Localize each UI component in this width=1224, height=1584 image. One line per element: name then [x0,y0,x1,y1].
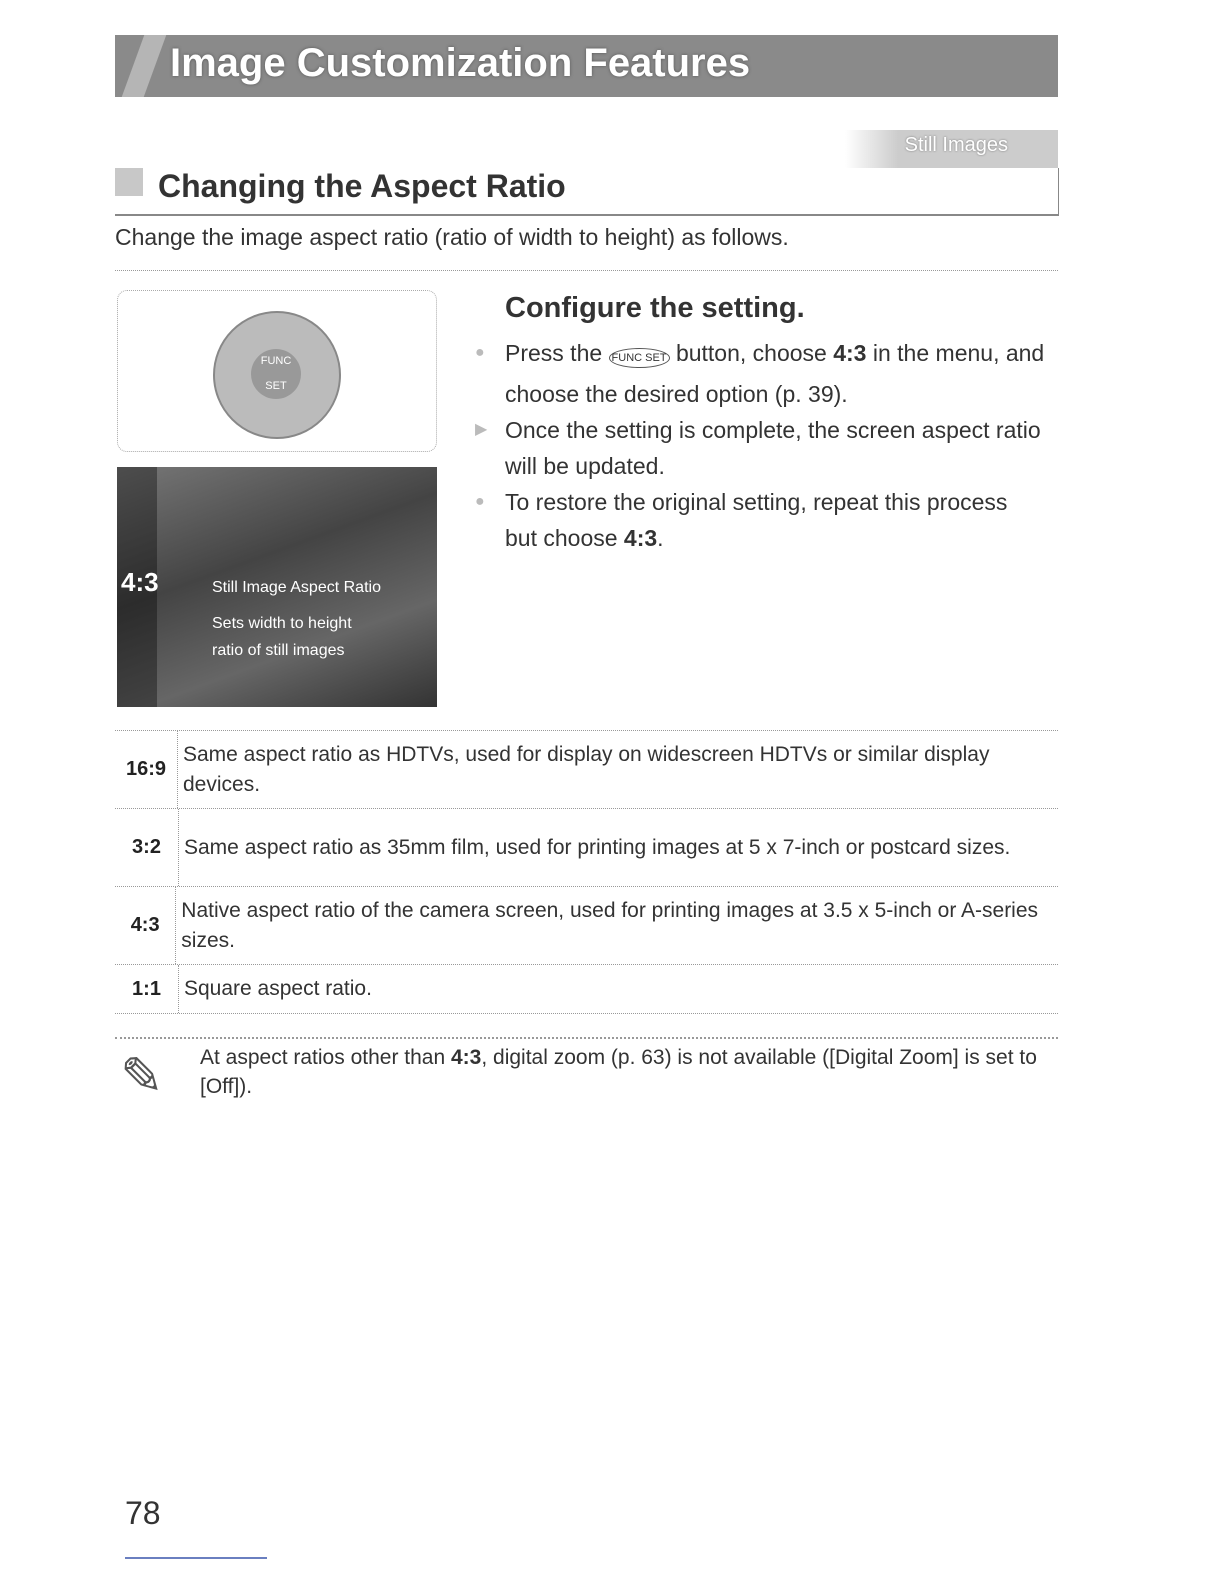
camera-screen-image [117,467,437,707]
screen-ratio: 4:3 [121,567,159,597]
table-row: 4:3 Native aspect ratio of the camera screen, used for printing images at 3.5 x 5-inch or A-series sizes. [115,887,1058,965]
section-title: Changing the Aspect Ratio [158,168,566,204]
func-set-icon: FUNC SET [609,348,670,368]
divider [115,270,1058,271]
step-instructions [475,292,1045,556]
chapter-title: Image Customization Features [170,41,751,85]
control-dial-illustration [117,290,437,452]
bullet-3: ● To restore the original setting, repeat this process but choose 4:3. [475,489,1008,551]
table-row: 3:2 Same aspect ratio as 35mm film, used for printing images at 5 x 7-inch or postcard sizes. [115,809,1058,887]
table-row: 1:1 Square aspect ratio. [115,965,1058,1014]
page-number: 78 [125,1495,161,1531]
chapter-title-bar [115,35,1058,97]
page-underline [125,1557,267,1559]
screen-desc-2: ratio of still images [212,642,345,659]
intro-text: Change the image aspect ratio (ratio of width to height) as follows. [115,224,789,250]
note: ✎ At aspect ratios other than 4:3, digital zoom (p. 63) is not available ([Digital Zoom] is set to [Off]). [115,1037,1058,1101]
table-row: 16:9 Same aspect ratio as HDTVs, used for display on widescreen HDTVs or similar display devices. [115,731,1058,809]
bullet-2: ▶ Once the setting is complete, the screen aspect ratio will be updated. [475,417,1041,479]
func-set-button-icon: FUNC SET [251,349,301,399]
screen-desc-1: Sets width to height [212,615,352,632]
section-heading [115,168,1059,216]
still-images-tab [845,130,1058,168]
pencil-icon: ✎ [120,1048,164,1106]
step-heading: Configure the setting. [505,292,805,324]
dial-icon [213,311,341,439]
aspect-ratio-table [115,730,1058,1014]
tab-label: Still Images [904,134,1008,156]
bullet-1: ● Press the FUNC SET button, choose 4:3 in the menu, and choose the desired option (p. 39). [475,340,1045,407]
screen-menu-title: Still Image Aspect Ratio [212,579,381,596]
